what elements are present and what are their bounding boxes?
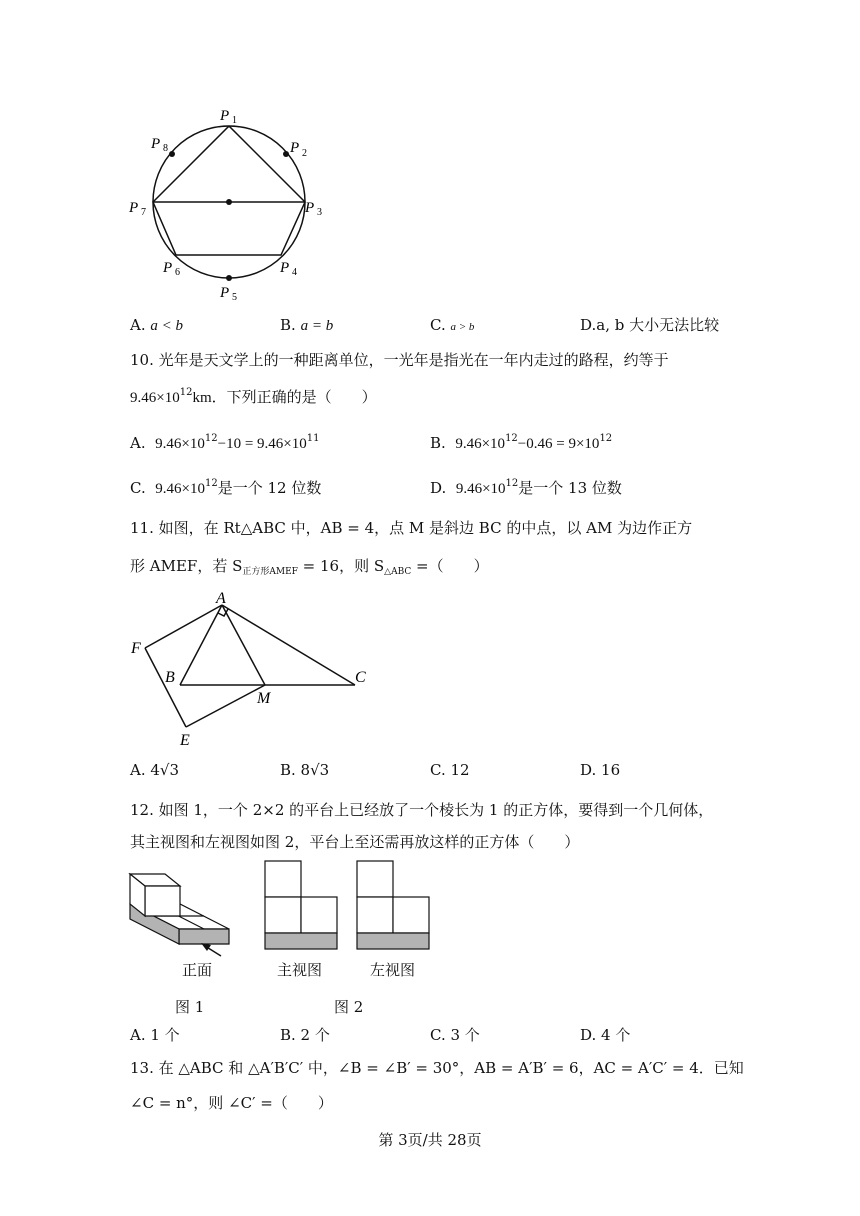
label-p4: P: [280, 260, 290, 276]
q13-line2: ∠C = n°，则 ∠C′ =（ ）: [130, 1094, 333, 1112]
q9-option-a[interactable]: A. a < b: [130, 316, 184, 334]
left-view-label: 左视图: [370, 961, 416, 979]
q9-option-c[interactable]: C. a > b: [430, 316, 475, 334]
svg-text:4: 4: [292, 267, 297, 278]
left-view-figure: [356, 860, 436, 952]
label-p6: P: [163, 260, 173, 276]
q10-line2: $9.46\times 10^{12}km$．下列正确的是（ ）: [130, 387, 377, 406]
label-p5: P: [220, 285, 230, 301]
figure-2-caption: 图 2: [334, 998, 364, 1016]
q13-line1: 13. 在 △ABC 和 △A′B′C′ 中，∠B = ∠B′ = 30°，AB = A′B′ = 6，AC = A′C′ = 4．已知: [130, 1059, 744, 1077]
q12-option-a[interactable]: A. 1 个: [130, 1026, 180, 1044]
cube-platform-figure: [125, 862, 240, 962]
q9-option-b[interactable]: B. a = b: [280, 316, 334, 334]
svg-text:1: 1: [232, 115, 237, 126]
q12-option-b[interactable]: B. 2 个: [280, 1026, 330, 1044]
label-b: B: [165, 669, 175, 686]
q11-option-a[interactable]: A. 4√3: [130, 761, 180, 779]
label-p2: P: [290, 140, 300, 156]
q12-option-c[interactable]: C. 3 个: [430, 1026, 480, 1044]
q12-line1: 12. 如图 1，一个 2×2 的平台上已经放了一个棱长为 1 的正方体，要得到一个几何体，: [130, 801, 714, 819]
label-p3: P: [305, 200, 315, 216]
q10-option-c[interactable]: C. $9.46\times 10^{12}$是一个 12 位数: [130, 478, 322, 497]
q10-option-b[interactable]: B. $9.46\times 10^{12}-0.46 = 9\times 10^{12}$: [430, 433, 613, 452]
circle-figure: [120, 100, 340, 305]
q10-option-d[interactable]: D. $9.46\times 10^{12}$是一个 13 位数: [430, 478, 622, 497]
q11-option-c[interactable]: C. 12: [430, 761, 470, 779]
svg-text:6: 6: [175, 267, 180, 278]
label-m: M: [257, 690, 271, 707]
svg-text:7: 7: [141, 207, 146, 218]
svg-text:5: 5: [232, 292, 237, 303]
q12-line2: 其主视图和左视图如图 2，平台上至还需再放这样的正方体（ ）: [130, 833, 580, 851]
label-a: A: [216, 590, 226, 607]
label-p7: P: [129, 200, 139, 216]
main-view-figure: [264, 860, 344, 952]
q12-option-d[interactable]: D. 4 个: [580, 1026, 631, 1044]
q11-line1: 11. 如图，在 Rt△ABC 中，AB = 4，点 M 是斜边 BC 的中点，以 AM 为边作正方: [130, 519, 693, 537]
q10-option-a[interactable]: A. $9.46\times 10^{12}-10 = 9.46\times 10^{11}$: [130, 433, 320, 452]
figure-1-caption: 图 1: [175, 998, 205, 1016]
svg-text:2: 2: [302, 148, 307, 159]
svg-text:8: 8: [163, 143, 168, 154]
front-label: 正面: [182, 961, 213, 979]
q11-line2: 形 AMEF，若 $S_{正方形AMEF} = 16$，则 $S_{\triangle ABC}$ =（ ）: [130, 557, 489, 577]
q11-option-b[interactable]: B. 8√3: [280, 761, 330, 779]
label-c: C: [355, 669, 366, 686]
page-footer: 第 3页/共 28页: [378, 1131, 482, 1149]
triangle-square-figure: [125, 590, 385, 750]
label-p8: P: [151, 136, 161, 152]
q11-option-d[interactable]: D. 16: [580, 761, 621, 779]
label-e: E: [180, 732, 190, 749]
q9-option-d[interactable]: D.a, b 大小无法比较: [580, 316, 720, 334]
svg-text:3: 3: [317, 207, 322, 218]
label-p1: P: [220, 108, 230, 124]
q10-line1: 10. 光年是天文学上的一种距离单位，一光年是指光在一年内走过的路程，约等于: [130, 351, 669, 369]
main-view-label: 主视图: [277, 961, 323, 979]
label-f: F: [131, 640, 141, 657]
